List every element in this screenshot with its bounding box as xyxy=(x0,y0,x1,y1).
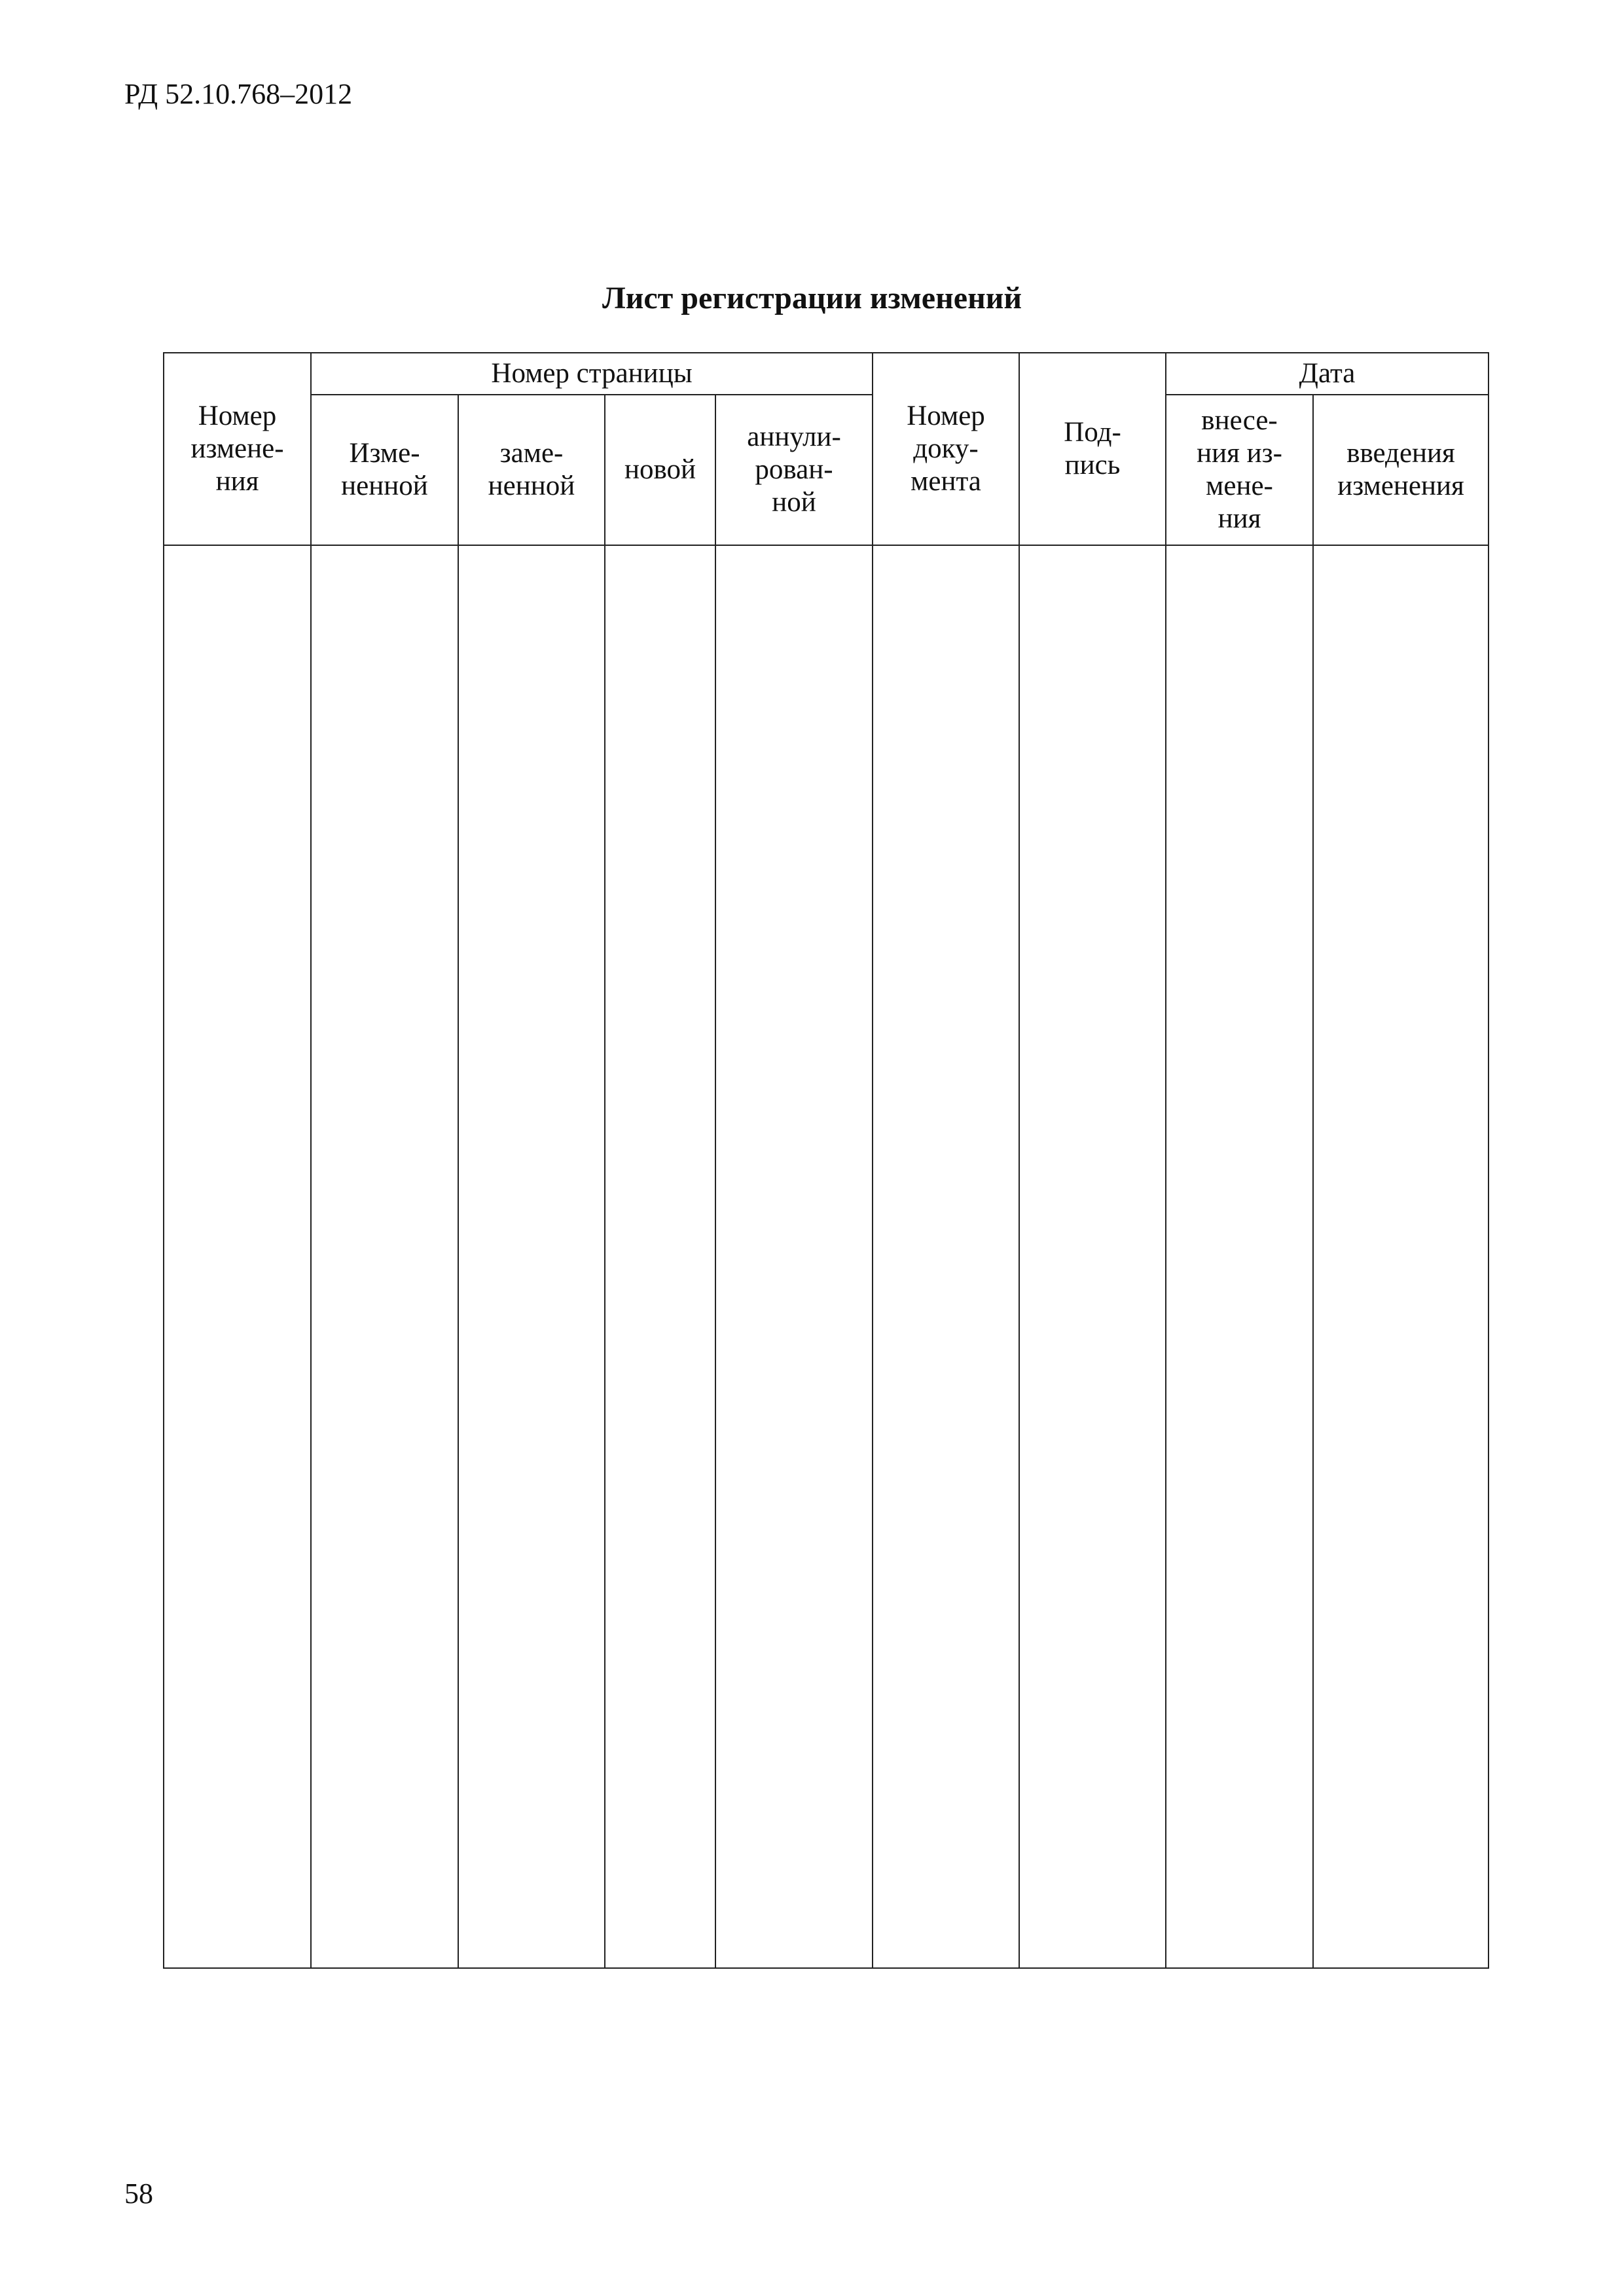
cell-new-page[interactable] xyxy=(605,545,715,1968)
header-row-groups xyxy=(164,353,1489,395)
header-change-number: Номер измене- ния xyxy=(164,353,311,545)
cell-replaced-page[interactable] xyxy=(458,545,605,1968)
header-date-introduction: введения изменения xyxy=(1313,395,1489,545)
header-page-number-group: Номер страницы xyxy=(311,353,873,395)
cell-date-entry[interactable] xyxy=(1166,545,1313,1968)
cell-annulled-page[interactable] xyxy=(715,545,873,1968)
page-number: 58 xyxy=(124,2178,153,2210)
header-annulled-page: аннули- рован- ной xyxy=(715,395,873,545)
document-code: РД 52.10.768–2012 xyxy=(124,78,353,110)
cell-signature[interactable] xyxy=(1019,545,1166,1968)
cell-change-number[interactable] xyxy=(164,545,311,1968)
header-row-columns xyxy=(164,395,1489,545)
table-row xyxy=(164,545,1489,1968)
header-changed-page: Изме- ненной xyxy=(311,395,458,545)
change-registration-table xyxy=(163,352,1489,1969)
header-date-entry: внесе- ния из- мене- ния xyxy=(1166,395,1313,545)
header-date-group: Дата xyxy=(1166,353,1489,395)
header-signature: Под- пись xyxy=(1019,353,1166,545)
header-new-page: новой xyxy=(605,395,715,545)
cell-document-number[interactable] xyxy=(873,545,1019,1968)
header-replaced-page: заме- ненной xyxy=(458,395,605,545)
cell-changed-page[interactable] xyxy=(311,545,458,1968)
header-document-number: Номер доку- мента xyxy=(873,353,1019,545)
cell-date-introduction[interactable] xyxy=(1313,545,1489,1968)
page-title: Лист регистрации изменений xyxy=(602,281,1022,315)
